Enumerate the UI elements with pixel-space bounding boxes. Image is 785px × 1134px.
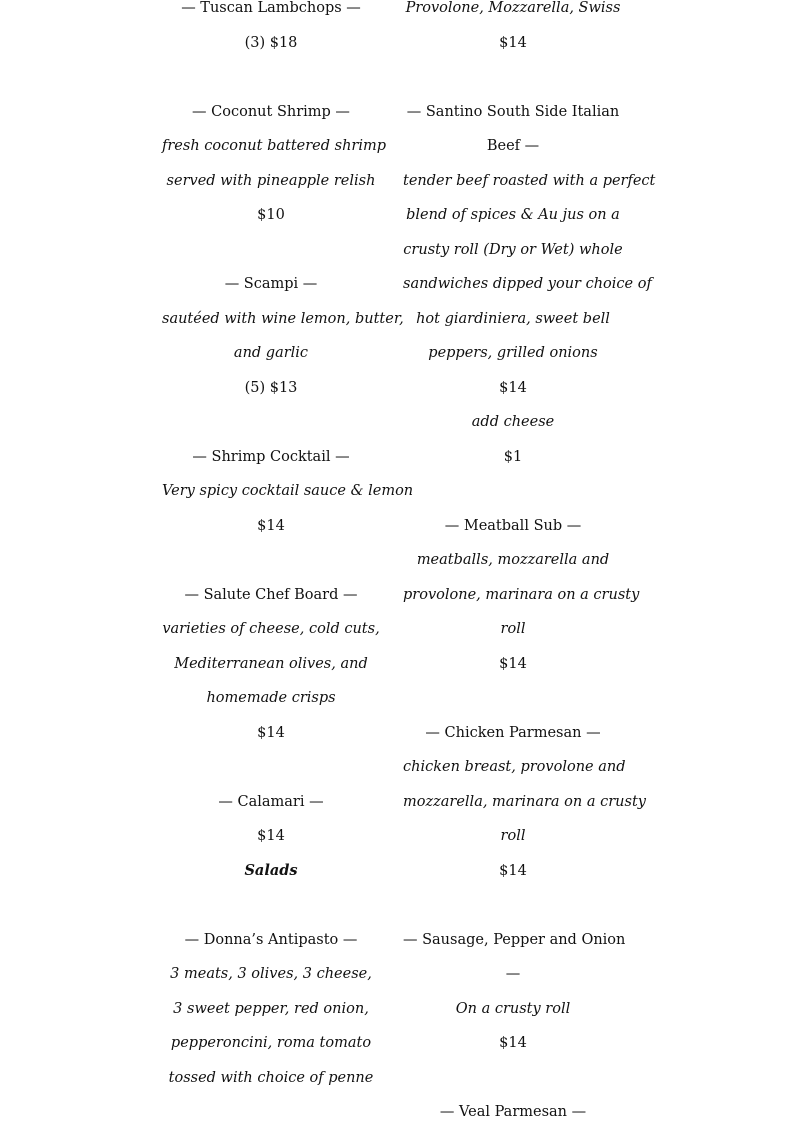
- right-menu-column: [403, 0, 656, 1130]
- menu-item-price: (5) $13: [244, 379, 298, 396]
- left-menu-column: [162, 0, 414, 1095]
- menu-item-description: and garlic: [233, 345, 309, 361]
- menu-item-description: varieties of cheese, cold cuts,: [162, 621, 380, 637]
- menu-item-description: tender beef roasted with a perfect: [403, 172, 656, 189]
- menu-item-description: sautéed with wine lemon, butter,: [162, 310, 404, 327]
- menu-item-description: chicken breast, provolone and: [403, 759, 626, 775]
- menu-item-name: — Scampi —: [224, 276, 318, 292]
- menu-item-description: mozzarella, marinara on a crusty: [403, 793, 646, 810]
- menu-item-name: — Donna’s Antipasto —: [184, 931, 358, 948]
- menu-item-name: —: [505, 966, 521, 982]
- menu-item-description: Very spicy cocktail sauce & lemon: [162, 483, 414, 499]
- menu-item-description: roll: [500, 621, 526, 637]
- menu-item-description: meatballs, mozzarella and: [416, 552, 610, 568]
- menu-item-name: — Calamari —: [218, 793, 324, 810]
- menu-item-description: homemade crisps: [206, 690, 336, 706]
- menu-item-description: roll: [500, 828, 526, 844]
- section-heading-salads: Salads: [244, 861, 298, 879]
- menu-item-price: $14: [257, 517, 285, 534]
- menu-item-name: — Santino South Side Italian: [406, 103, 620, 120]
- menu-item-price: $10: [257, 207, 285, 223]
- menu-item-description: sandwiches dipped your choice of: [403, 276, 652, 292]
- menu-item-description: pepperoncini, roma tomato: [170, 1035, 372, 1051]
- menu-item-price: (3) $18: [244, 34, 298, 51]
- menu-item-price: $14: [499, 34, 527, 51]
- menu-item-description: peppers, grilled onions: [428, 345, 598, 361]
- menu-item-name: — Tuscan Lambchops —: [181, 0, 361, 16]
- menu-item-description: 3 meats, 3 olives, 3 cheese,: [170, 966, 372, 982]
- menu-item-name: Beef —: [486, 138, 540, 154]
- menu-item-price: $14: [257, 724, 285, 741]
- menu-item-description: served with pineapple relish: [166, 172, 376, 189]
- menu-item-description: provolone, marinara on a crusty: [403, 586, 640, 603]
- menu-item-price: $14: [499, 379, 527, 396]
- menu-item-price: $14: [499, 1035, 527, 1051]
- menu-item-name: — Salute Chef Board —: [184, 586, 358, 603]
- menu-item-description: blend of spices & Au jus on a: [406, 207, 620, 223]
- menu-item-name: — Coconut Shrimp —: [192, 103, 350, 120]
- menu-item-description: Mediterranean olives, and: [174, 655, 368, 672]
- menu-item-name: — Shrimp Cocktail —: [192, 448, 350, 465]
- menu-item-description: fresh coconut battered shrimp: [162, 138, 387, 154]
- menu-item-price: $14: [499, 862, 527, 879]
- menu-item-description: hot giardiniera, sweet bell: [416, 310, 610, 327]
- menu-item-description: crusty roll (Dry or Wet) whole: [403, 241, 623, 258]
- menu-item-name: — Veal Parmesan —: [439, 1104, 587, 1120]
- menu-item-name: — Sausage, Pepper and Onion: [403, 931, 626, 948]
- menu-item-description: tossed with choice of penne: [168, 1069, 374, 1086]
- menu-item-addon-price: $1: [503, 448, 523, 465]
- menu-item-description: Provolone, Mozzarella, Swiss: [405, 0, 621, 16]
- menu-item-description: On a crusty roll: [455, 1000, 571, 1017]
- menu-item-name: — Meatball Sub —: [444, 517, 582, 534]
- menu-item-price: $14: [257, 828, 285, 844]
- menu-item-addon: add cheese: [471, 414, 555, 430]
- menu-item-price: $14: [499, 655, 527, 672]
- menu-item-description: 3 sweet pepper, red onion,: [173, 1000, 369, 1017]
- menu-item-name: — Chicken Parmesan —: [425, 724, 601, 741]
